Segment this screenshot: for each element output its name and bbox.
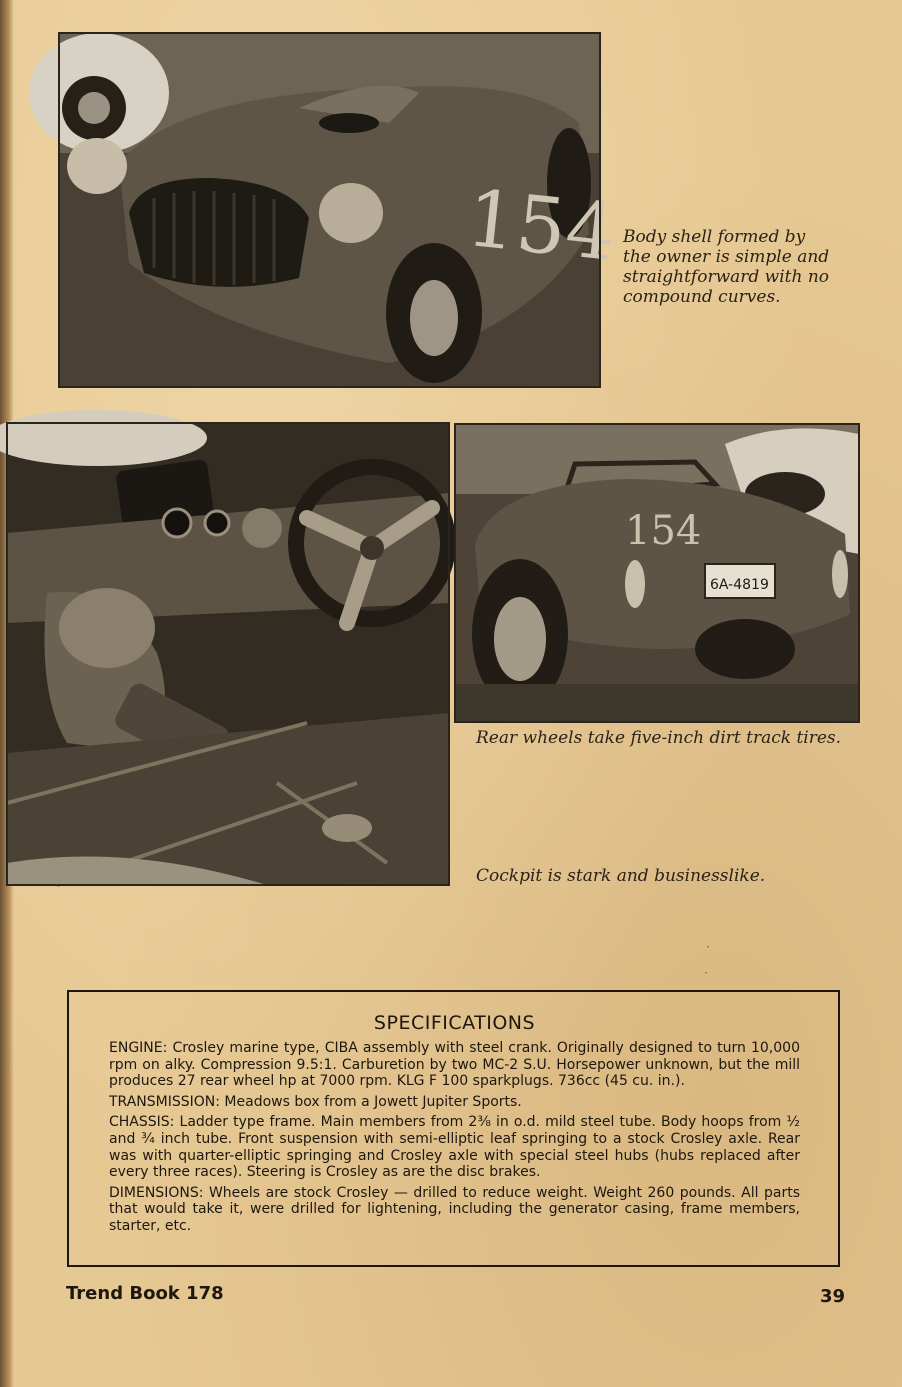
front-car-number: 154 <box>462 173 621 279</box>
caption-cockpit: Cockpit is stark and businesslike. <box>476 866 766 886</box>
photo-rear-view <box>455 424 859 722</box>
spec-text: Meadows box from a Jowett Jupiter Sports. <box>224 1093 522 1110</box>
spec-label: TRANSMISSION: <box>109 1093 220 1110</box>
spec-text: Wheels are stock Crosley — drilled to reduce weight. Weight 260 pounds. All parts that would take it, were drilled for lightening, including the generator casing, frame members, starter, etc. <box>109 1184 801 1234</box>
specifications-box <box>67 990 840 1267</box>
rear-car-number: 154 <box>625 508 702 554</box>
caption-front-view: Body shell formed by the owner is simple and straightforward with no compound curves. <box>623 227 830 307</box>
spec-label: ENGINE: <box>109 1040 168 1056</box>
spec-chassis <box>109 1114 800 1180</box>
spec-text: Ladder type frame. Main members from 2⅜ in o.d. mild steel tube. Body hoops from ½ and ¾ inch tube. Front suspension with semi-elliptic leaf springing to a stock Crosley axle. Rear was with quarter-elliptic springing and Crosley axle with special steel hubs (hubs replaced after every three races). Steering is Crosley as are the disc brakes. <box>109 1114 800 1181</box>
spec-engine <box>109 1040 800 1090</box>
print-speck: · <box>704 966 708 980</box>
spec-dimensions <box>109 1185 800 1235</box>
footer-publication: Trend Book 178 <box>66 1283 224 1304</box>
spec-label: DIMENSIONS: <box>109 1184 204 1201</box>
spec-text: Crosley marine type, CIBA assembly with steel crank. Originally designed to turn 10,000 rpm on alky. Compression 9.5:1. Carburetion by two MC-2 S.U. Horsepower unknown, but the mill produces 27 rear wheel hp at 7000 rpm. KLG F 100 sparkplugs. 736cc (45 cu. in.). <box>109 1040 800 1090</box>
rear-license-plate: 6A-4819 <box>710 577 769 593</box>
photo-front-view <box>59 33 621 387</box>
photo-cockpit <box>7 423 449 885</box>
print-speck: · <box>706 940 710 954</box>
page-number: 39 <box>820 1286 846 1307</box>
spec-label: CHASSIS: <box>109 1114 175 1131</box>
specifications-title: SPECIFICATIONS <box>373 1012 536 1034</box>
spec-transmission <box>109 1094 800 1111</box>
caption-rear-view: Rear wheels take five-inch dirt track tires. <box>476 728 842 748</box>
